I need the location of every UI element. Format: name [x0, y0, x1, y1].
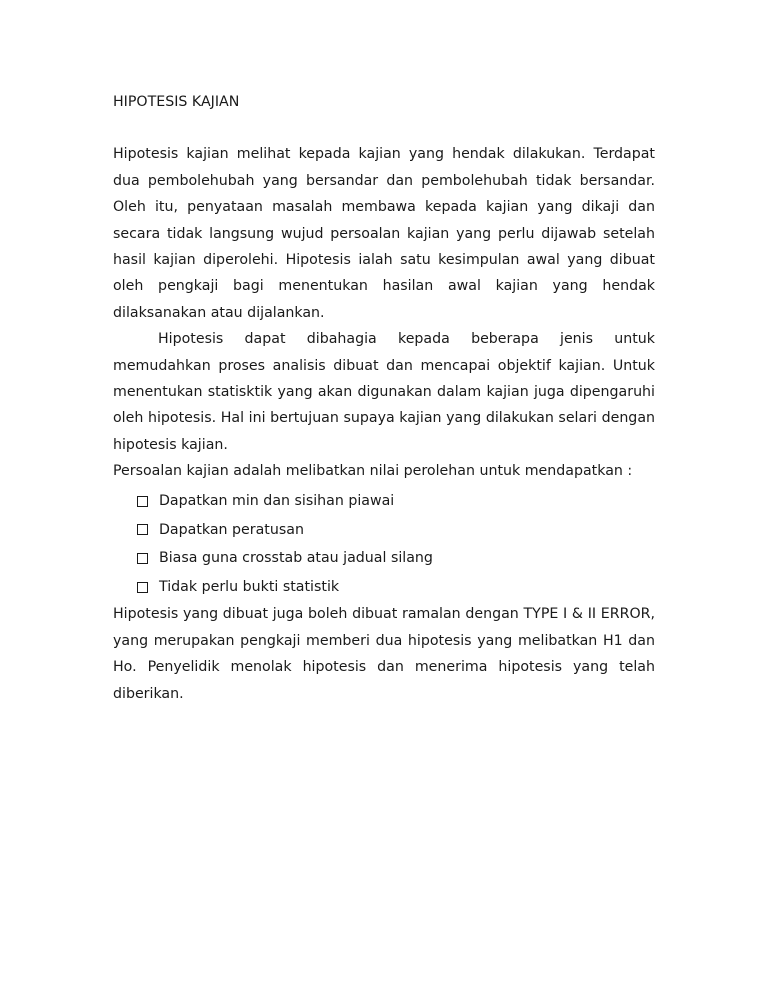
list-item: [113, 487, 655, 516]
list-item-text: Tidak perlu bukti statistik: [159, 578, 340, 595]
list-item-text: Biasa guna crosstab atau jadual silang: [159, 550, 433, 567]
list-item-text: Dapatkan min dan sisihan piawai: [159, 492, 395, 509]
list-item: [113, 515, 655, 544]
list-item: [113, 544, 655, 573]
paragraph-research-questions: Persoalan kajian adalah melibatkan nilai perolehan untuk mendapatkan :: [113, 463, 633, 480]
bullet-list: [113, 487, 655, 602]
paragraph-types: Hipotesis dapat dibahagia kepada beberapa jenis untuk memudahkan proses analisis dibuat dan mencapai objektif kajian. Untuk menentukan statisktik yang akan digunakan dalam kajian juga dipengaruhi oleh hipotesis. Hal ini bertujuan supaya kajian yang dilakukan selari dengan hipotesis kajian.: [113, 331, 655, 453]
list-item-text: Dapatkan peratusan: [159, 521, 304, 538]
checkbox-bullet-icon: [137, 496, 148, 507]
paragraph-intro: Hipotesis kajian melihat kepada kajian yang hendak dilakukan. Terdapat dua pembolehubah yang bersandar dan pembolehubah tidak bersandar. Oleh itu, penyataan masalah membawa kepada kajian yang dikaji dan secara tidak langsung wujud persoalan kajian yang perlu dijawab setelah hasil kajian diperolehi. Hipotesis ialah satu kesimpulan awal yang dibuat oleh pengkaji bagi menentukan hasilan awal kajian yang hendak dilaksanakan atau dijalankan.: [113, 146, 655, 321]
checkbox-bullet-icon: [137, 553, 148, 564]
checkbox-bullet-icon: [137, 582, 148, 593]
list-item: [113, 573, 655, 602]
checkbox-bullet-icon: [137, 524, 148, 535]
paragraph-closing: Hipotesis yang dibuat juga boleh dibuat ramalan dengan TYPE I & II ERROR, yang merupakan pengkaji memberi dua hipotesis yang melibatkan H1 dan Ho. Penyelidik menolak hipotesis dan menerima hipotesis yang telah diberikan.: [113, 606, 655, 702]
document-title: HIPOTESIS KAJIAN: [113, 94, 240, 110]
document-body: [113, 89, 655, 707]
